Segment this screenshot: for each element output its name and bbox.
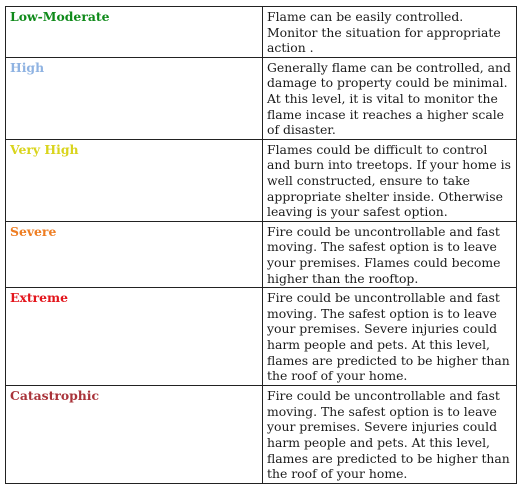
level-label-catastrophic: Catastrophic: [10, 388, 100, 404]
level-cell: [6, 386, 263, 484]
level-label-high: High: [10, 59, 45, 75]
level-cell: [6, 221, 263, 287]
level-label-severe: Severe: [10, 223, 57, 239]
table-row: [6, 7, 517, 58]
table-row: [6, 386, 517, 484]
description-cell: Flame can be easily controlled. Monitor the situation for appropriate action .: [263, 7, 517, 58]
level-label-extreme: Extreme: [10, 290, 68, 306]
level-cell: [6, 139, 263, 221]
description-cell: Fire could be uncontrollable and fast moving. The safest option is to leave your premises. Flames could become higher than the rooftop.: [263, 221, 517, 287]
table-row: [6, 139, 517, 221]
level-label-low-moderate: Low-Moderate: [10, 9, 110, 24]
table-row: [6, 57, 517, 139]
description-cell: Fire could be uncontrollable and fast moving. The safest option is to leave your premises. Severe injuries could harm people and pets. At this level, flames are predicted to be higher than the roof of your home.: [263, 288, 517, 386]
level-label-very-high: Very High: [10, 141, 79, 157]
level-cell: [6, 288, 263, 386]
table-row: [6, 288, 517, 386]
level-cell: [6, 7, 263, 58]
description-cell: Generally flame can be controlled, and damage to property could be minimal. At this level, it is vital to monitor the flame incase it reaches a higher scale of disaster.: [263, 57, 517, 139]
level-cell: [6, 57, 263, 139]
description-cell: Fire could be uncontrollable and fast moving. The safest option is to leave your premises. Severe injuries could harm people and pets. At this level, flames are predicted to be higher than the roof of your home.: [263, 386, 517, 484]
fire-danger-table: [5, 6, 517, 484]
description-cell: Flames could be difficult to control and burn into treetops. If your home is well constructed, ensure to take appropriate shelter inside. Otherwise leaving is your safest option.: [263, 139, 517, 221]
table-row: [6, 221, 517, 287]
